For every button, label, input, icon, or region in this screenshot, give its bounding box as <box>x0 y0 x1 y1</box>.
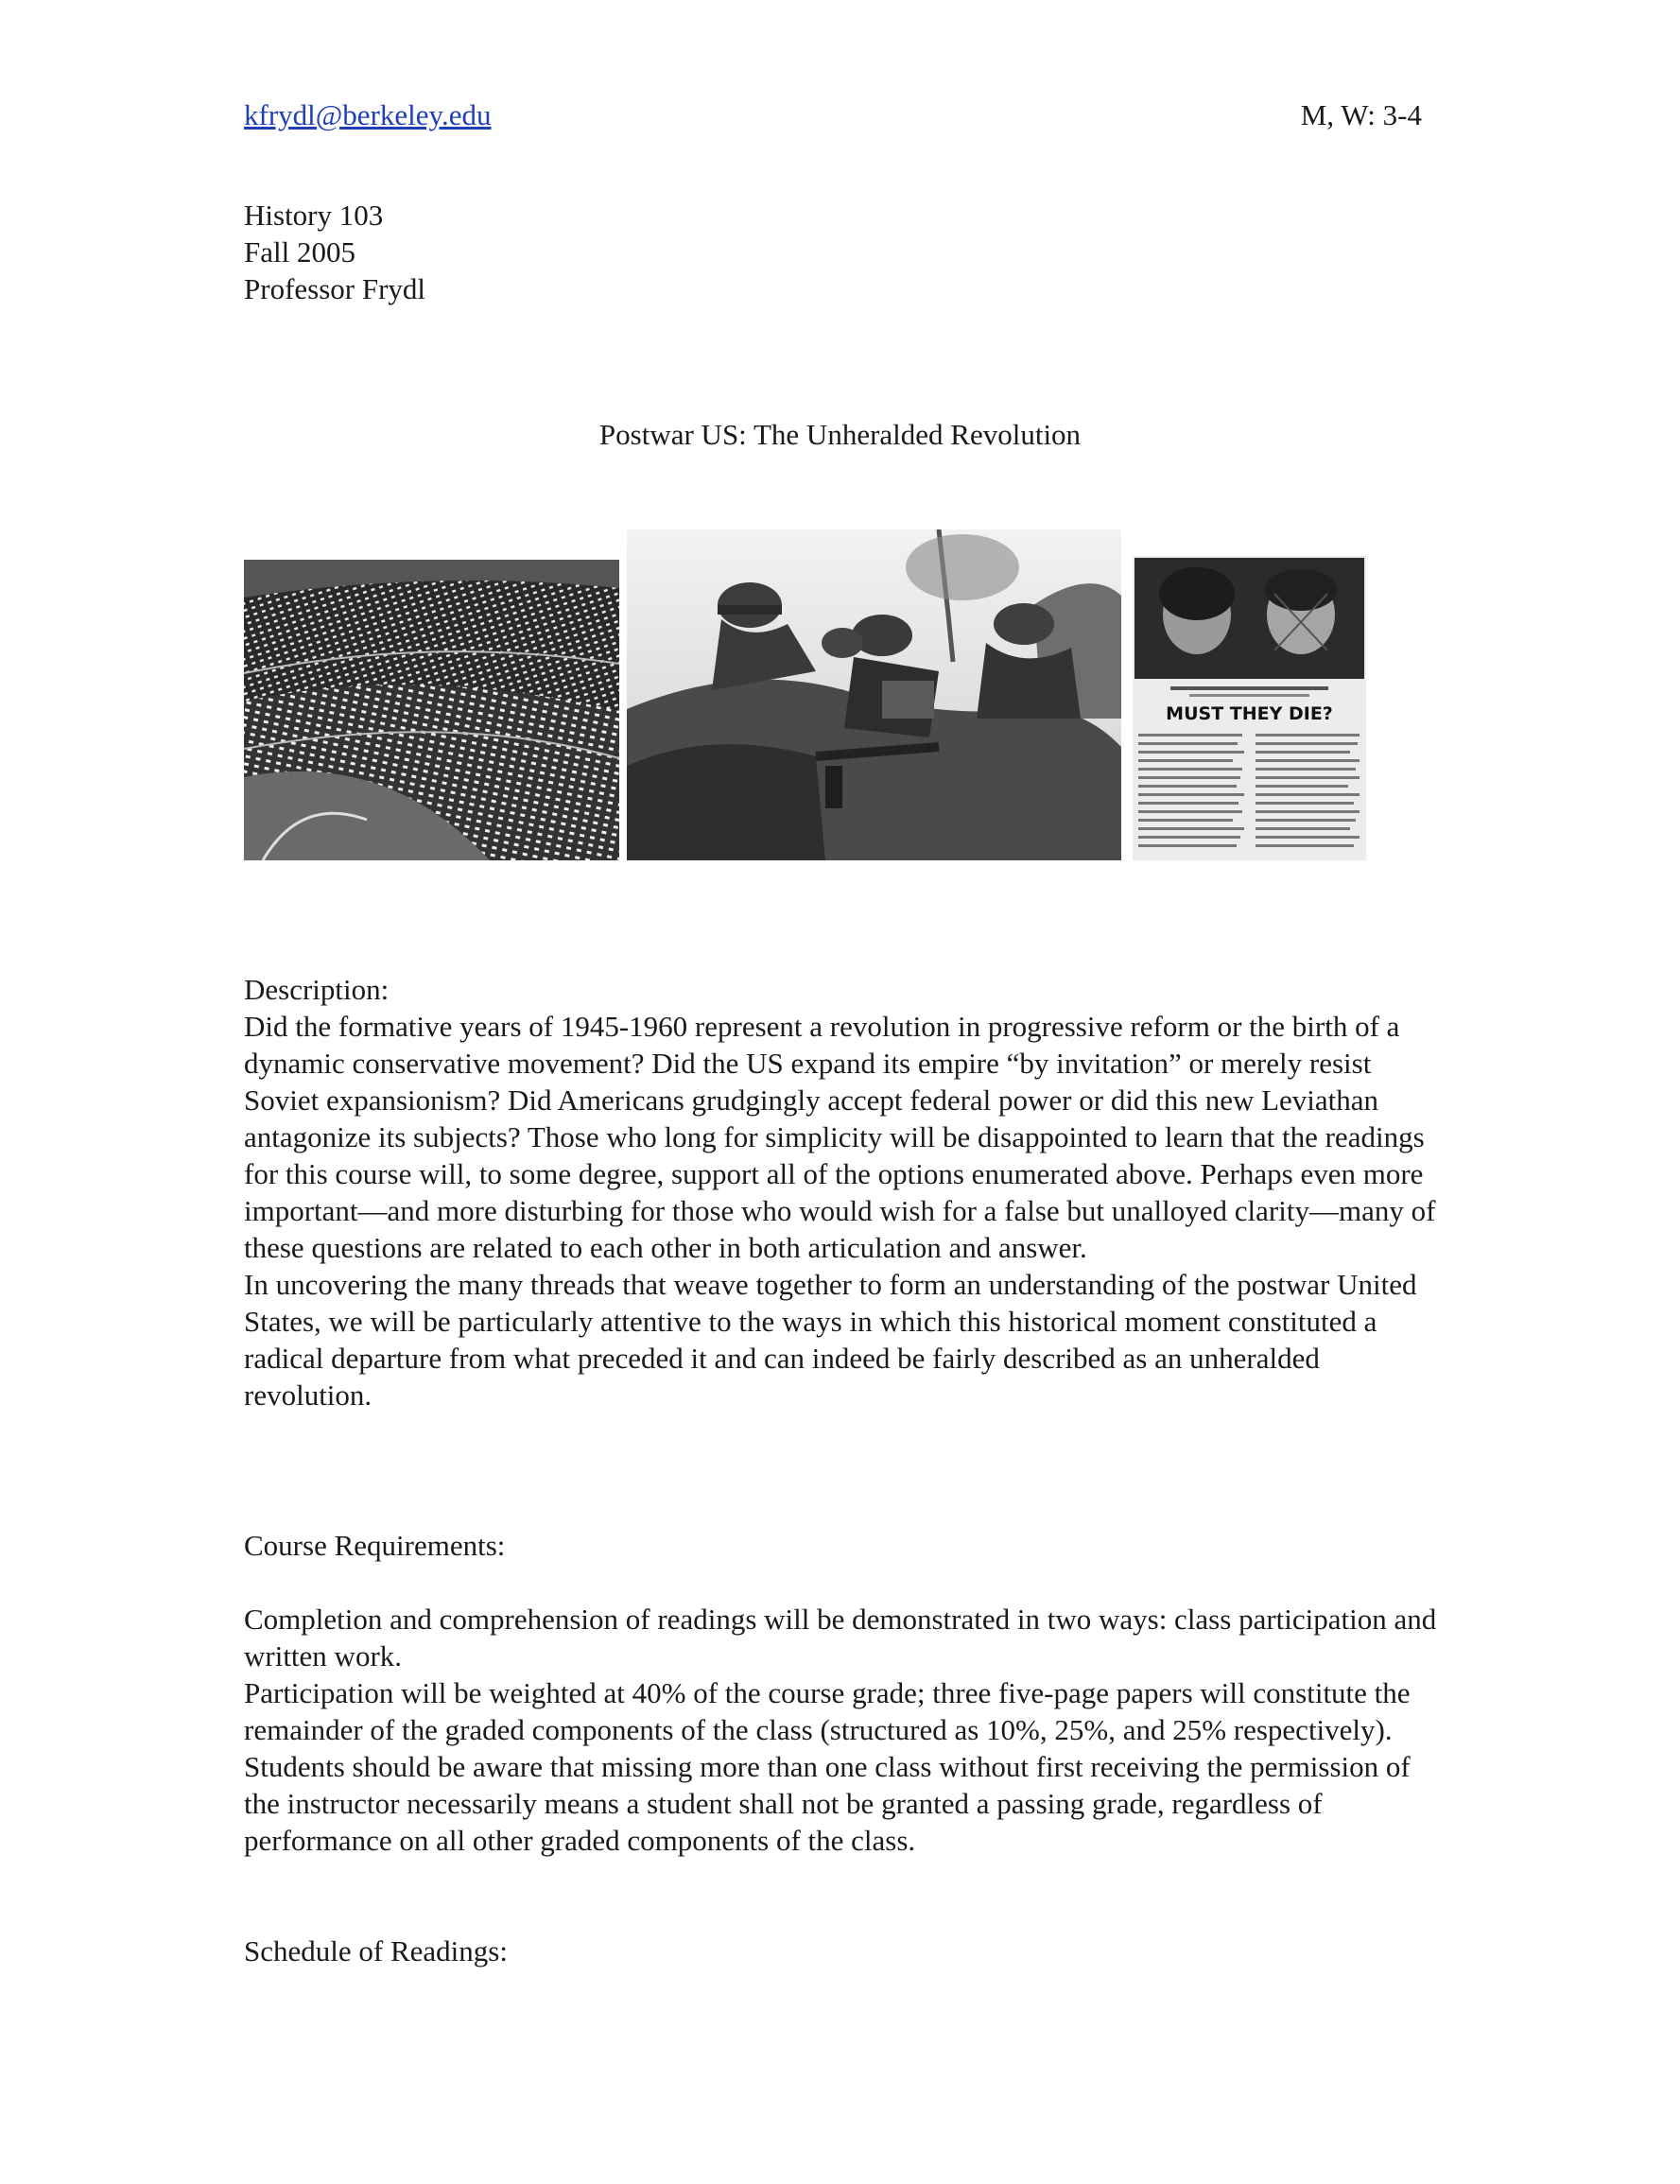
description-paragraph-2: In uncovering the many threads that weave together to form an understanding of the postwar United States, we will be particularly attentive to the ways in which this historical moment constituted a radical departure from what preceded it and can indeed be fairly described as an unheralded revolution. <box>244 1268 1417 1412</box>
schedule-heading: Schedule of Readings: <box>244 1934 508 1967</box>
soldiers-photo <box>627 529 1121 860</box>
course-term: Fall 2005 <box>244 235 355 269</box>
description-paragraph-1: Did the formative years of 1945-1960 represent a revolution in progressive reform or the birth of a dynamic conservative movement? Did the US expand its empire “by invitation” or merely resist Soviet expansionism? Did Americans grudgingly accept federal power or did this new Leviathan antagonize its subjects? Those who long for simplicity will be disappointed to learn that the readings for this course will, to some degree, support all of the options enumerated above. Perhaps even more important—and more disturbing for those who would wish for a false but unalloyed clarity—many of these questions are related to each other in both articulation and answer. <box>244 1010 1436 1264</box>
requirements-heading: Course Requirements: <box>244 1529 506 1562</box>
newspaper-clipping-photo <box>1133 556 1366 860</box>
description-section <box>244 971 1437 1413</box>
course-info <box>244 197 425 307</box>
requirements-section <box>244 1601 1437 1859</box>
course-number: History 103 <box>244 199 384 232</box>
description-heading: Description: <box>244 973 390 1006</box>
course-title: Postwar US: The Unheralded Revolution <box>598 418 1082 451</box>
requirements-paragraph-2: Participation will be weighted at 40% of the course grade; three five-page papers will constitute the remainder of the graded components of the class (structured as 10%, 25%, and 25% respectively). <box>244 1676 1411 1746</box>
requirements-paragraph-1: Completion and comprehension of readings will be demonstrated in two ways: class participation and written work. <box>244 1603 1437 1673</box>
requirements-paragraph-3: Students should be aware that missing more than one class without first receiving the permission of the instructor necessarily means a student shall not be granted a passing grade, regardless of performance on all other graded components of the class. <box>244 1750 1411 1857</box>
course-professor: Professor Frydl <box>244 272 426 305</box>
clipping-heading: MUST THEY DIE? <box>1166 703 1333 724</box>
suburb-aerial-photo <box>244 560 619 860</box>
office-hours: M, W: 3-4 <box>1300 98 1422 131</box>
instructor-email-link[interactable]: kfrydl@berkeley.edu <box>244 98 492 131</box>
